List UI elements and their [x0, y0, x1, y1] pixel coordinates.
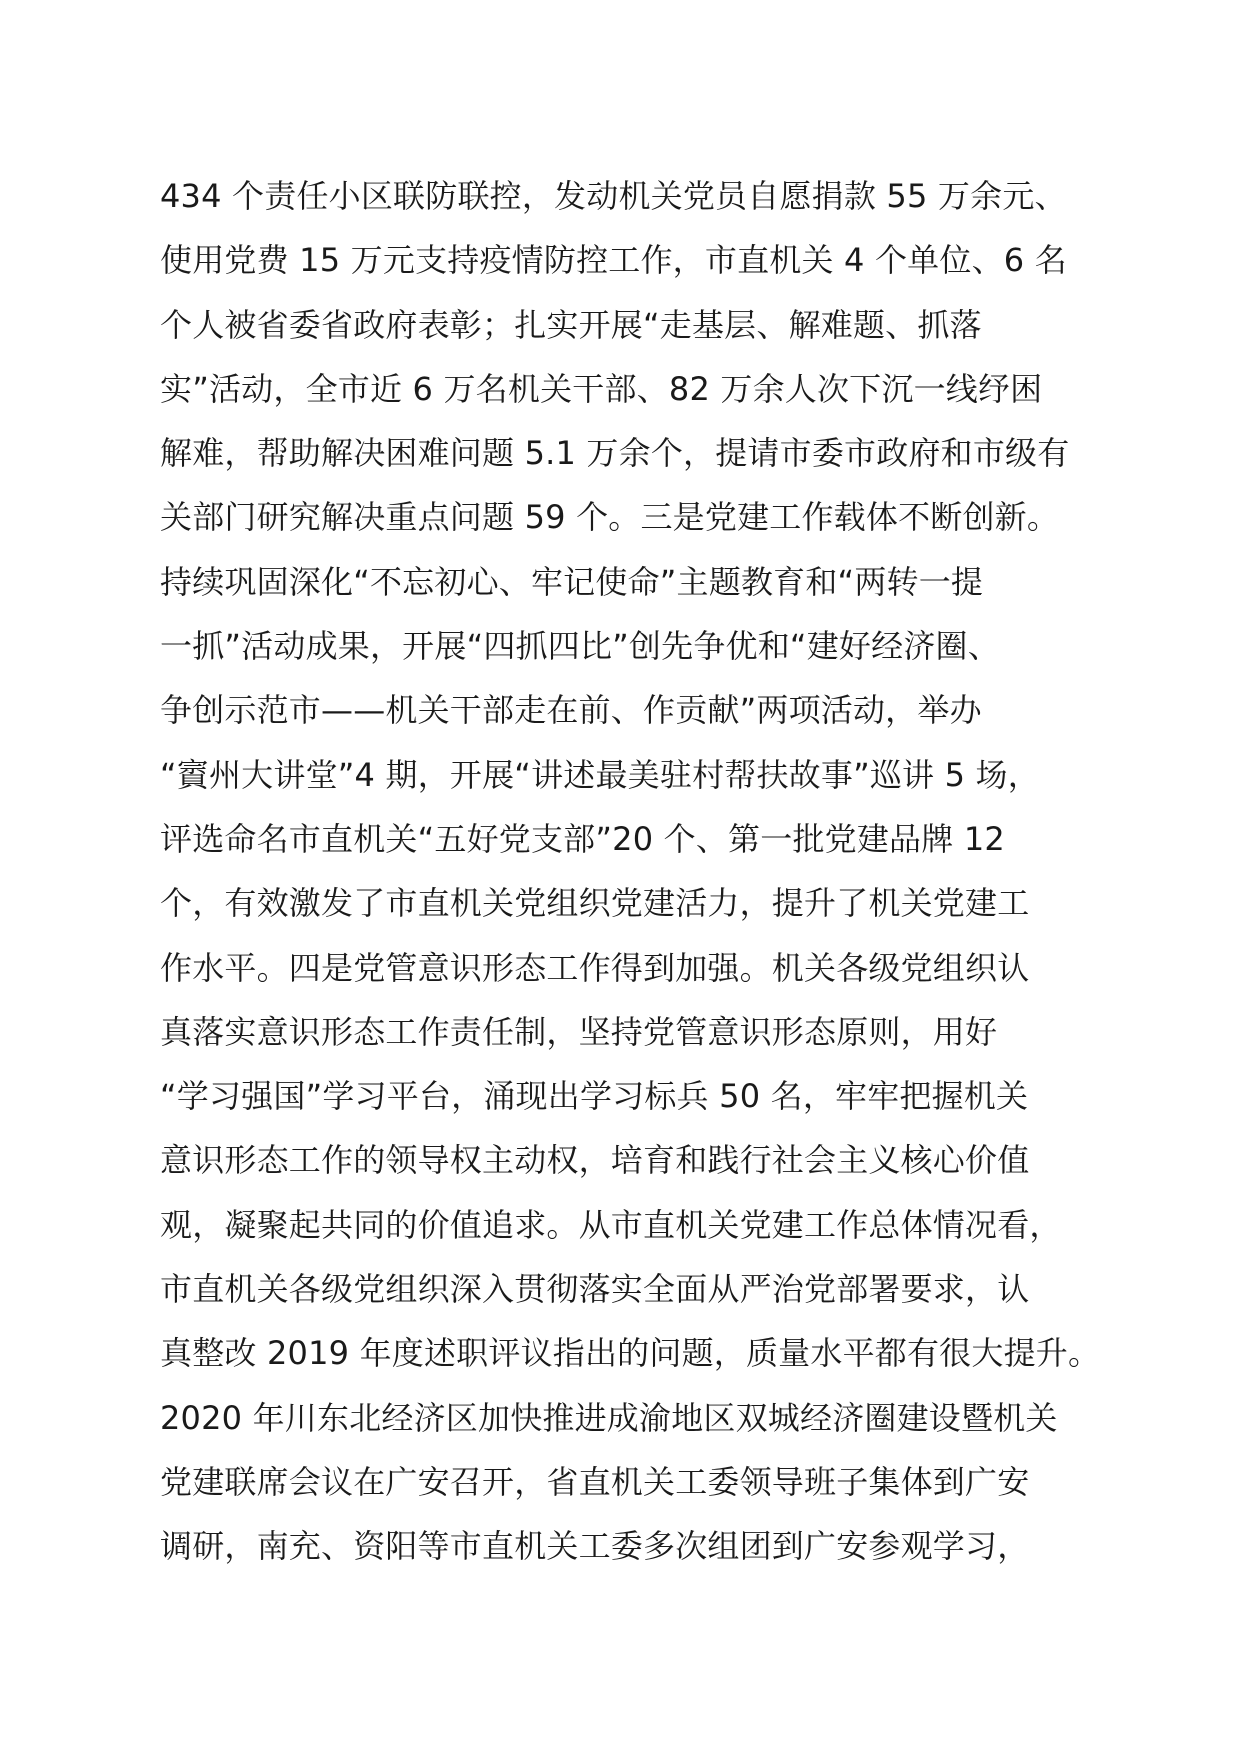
text-line: 观，凝聚起共同的价值追求。从市直机关党建工作总体情况看， [160, 1205, 1062, 1244]
body-paragraph [160, 164, 1120, 1579]
text-line: 意识形态工作的领导权主动权，培育和践行社会主义核心价值 [160, 1141, 1030, 1180]
text-line: 2020 年川东北经济区加快推进成渝地区双城经济圈建设暨机关 [160, 1398, 1058, 1437]
text-line: 关部门研究解决重点问题 59 个。三是党建工作载体不断创新。 [160, 498, 1060, 537]
text-line: 争创示范市——机关干部走在前、作贡献”两项活动，举办 [160, 691, 982, 730]
text-line: “賨州大讲堂”4 期，开展“讲述最美驻村帮扶故事”巡讲 5 场， [160, 755, 1040, 794]
text-line: 持续巩固深化“不忘初心、牢记使命”主题教育和“两转一提 [160, 562, 984, 601]
text-line: 使用党费 15 万元支持疫情防控工作，市直机关 4 个单位、6 名 [160, 241, 1067, 280]
text-line: “学习强国”学习平台，涌现出学习标兵 50 名，牢牢把握机关 [160, 1077, 1029, 1116]
text-line: 真落实意识形态工作责任制，坚持党管意识形态原则，用好 [160, 1012, 998, 1051]
text-line: 个，有效激发了市直机关党组织党建活力，提升了机关党建工 [160, 884, 1030, 923]
text-line: 市直机关各级党组织深入贯彻落实全面从严治党部署要求，认 [160, 1270, 1030, 1309]
text-line: 实”活动，全市近 6 万名机关干部、82 万余人次下沉一线纾困 [160, 369, 1043, 408]
text-line: 真整改 2019 年度述职评议指出的问题，质量水平都有很大提升。 [160, 1334, 1101, 1373]
text-line: 一抓”活动成果，开展“四抓四比”创先争优和“建好经济圈、 [160, 627, 1000, 666]
text-line: 解难，帮助解决困难问题 5.1 万余个，提请市委市政府和市级有 [160, 434, 1070, 473]
text-line: 作水平。四是党管意识形态工作得到加强。机关各级党组织认 [160, 948, 1030, 987]
text-line: 党建联席会议在广安召开，省直机关工委领导班子集体到广安 [160, 1462, 1030, 1501]
text-line: 调研，南充、资阳等市直机关工委多次组团到广安参观学习， [160, 1527, 1030, 1566]
text-line: 评选命名市直机关“五好党支部”20 个、第一批党建品牌 12 [160, 819, 1005, 858]
text-line: 434 个责任小区联防联控，发动机关党员自愿捐款 55 万余元、 [160, 177, 1067, 215]
text-line: 个人被省委省政府表彰；扎实开展“走基层、解难题、抓落 [160, 305, 982, 344]
